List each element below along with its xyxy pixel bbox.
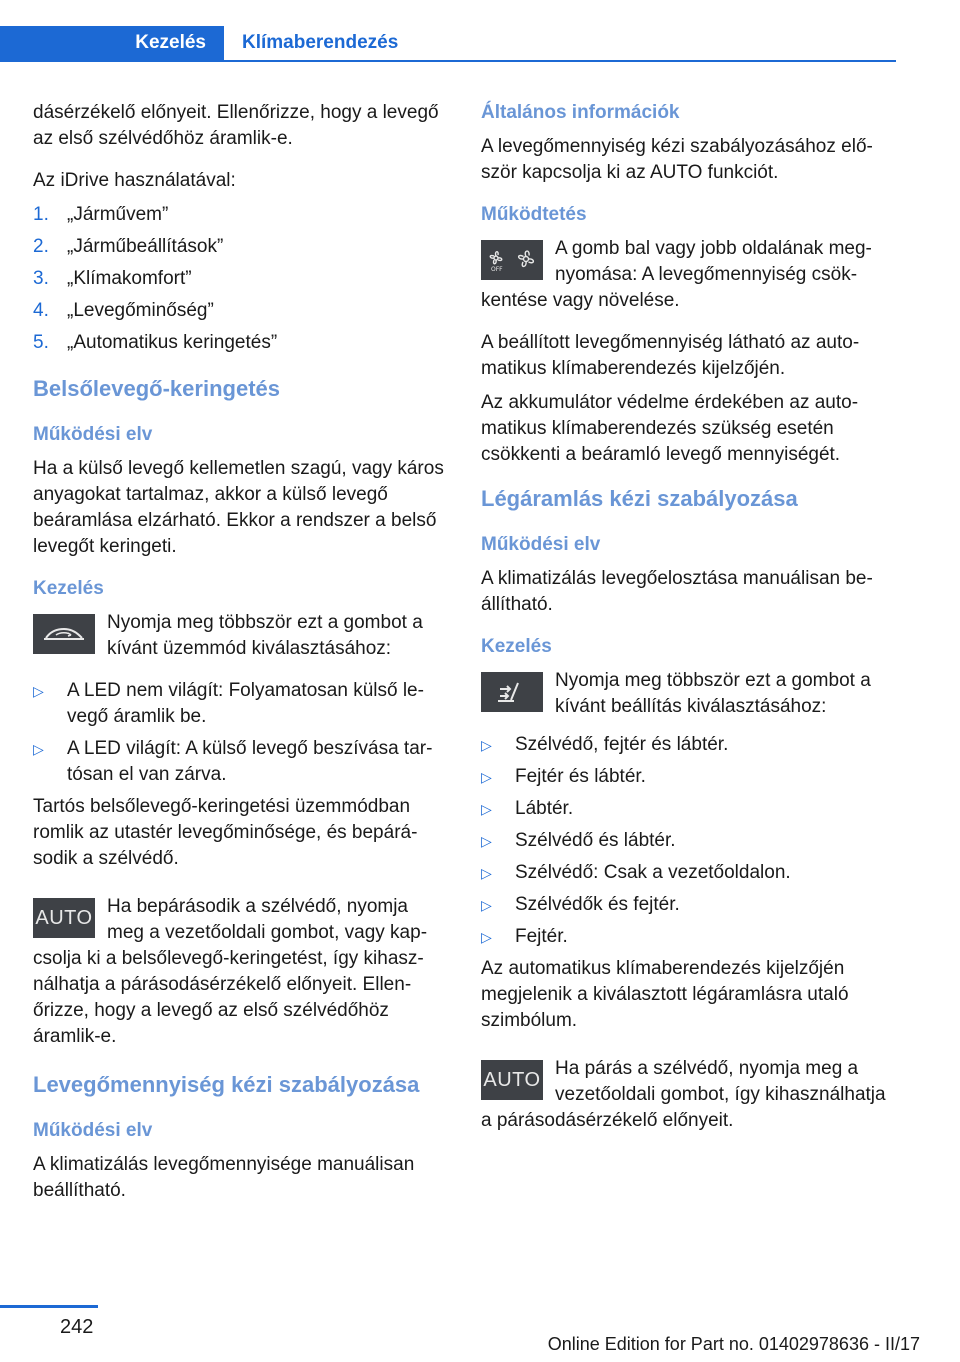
list-item: 4. „Levegőminőség” (33, 300, 214, 321)
airflow-text: A klimatizálás levegőelosztása manuálisan beállítható. (481, 568, 873, 615)
edition-note: Online Edition for Part no. 01402978636 - II/17 (547, 1334, 920, 1354)
triangle-bullet-icon: ▷ (481, 865, 492, 881)
heading-operation: Kezelés (481, 636, 552, 657)
led-list (33, 678, 445, 788)
triangle-bullet-icon: ▷ (33, 741, 44, 757)
symbol-text: Az automatikus klímaberendezés kijelzőjén megjelenik a kiválasztott légáramlásra utaló szimbólum. (481, 958, 849, 1031)
fan-speed-button-icon (481, 240, 543, 280)
auto-instruction: AUTO Ha bepárásodik a szélvédő, nyomja meg a vezetőoldali gombot, vagy kapcsolja ki a belsőlevegő-keringetést, így kihasználhatja a párásodásérzékelő előnyeit. Ellenőrizze, hogy a levegő az első szélvédőhöz áramlik-e. (33, 896, 428, 1047)
display-text: A beállított levegőmennyiség látható az automatikus klímaberendezés kijelzőjén. (481, 332, 860, 379)
triangle-bullet-icon: ▷ (481, 897, 492, 913)
triangle-bullet-icon: ▷ (481, 833, 492, 849)
left-column (33, 100, 445, 1220)
list-item: 5. „Automatikus keringetés” (33, 332, 278, 353)
list-item: ▷ Szélvédő és lábtér. (481, 828, 893, 854)
list-item: ▷ Fejtér. (481, 924, 893, 950)
list-item: 3. „Klímakomfort” (33, 268, 192, 289)
airvol-text: A klimatizálás levegőmennyisége manuálisan beállítható. (33, 1154, 415, 1201)
distribution-list (481, 732, 893, 950)
list-item: ▷ A LED világít: A külső levegő beszívása tartósan el van zárva. (33, 736, 445, 788)
page-header (0, 26, 896, 62)
triangle-bullet-icon: ▷ (481, 769, 492, 785)
footer-rule (0, 1305, 98, 1308)
list-item: ▷ Szélvédő, fejtér és lábtér. (481, 732, 893, 758)
battery-text: Az akkumulátor védelme érdekében az automatikus klímaberendezés szükség esetén csökkenti a beáramló levegő mennyiségét. (481, 392, 859, 465)
list-item: ▷ Fejtér és lábtér. (481, 764, 893, 790)
air-distribution-button-icon (481, 672, 543, 712)
fan-instruction: OFF A gomb bal vagy jobb oldalának megnyomása: A levegőmennyiség csökkentése vagy növelése. (481, 238, 872, 311)
list-item: ▷ A LED nem világít: Folyamatosan külső levegő áramlik be. (33, 678, 445, 730)
svg-text:OFF: OFF (491, 266, 503, 273)
heading-operating: Működtetés (481, 204, 587, 225)
triangle-bullet-icon: ▷ (33, 683, 44, 699)
heading-air-volume: Levegőmennyiség kézi szabályozása (33, 1072, 420, 1097)
distribution-instruction: Nyomja meg többször ezt a gombot a kívánt beállítás kiválasztásához: (481, 668, 893, 720)
heading-operation: Kezelés (33, 578, 104, 599)
list-item: ▷ Szélvédők és fejtér. (481, 892, 893, 918)
triangle-bullet-icon: ▷ (481, 737, 492, 753)
list-item: ▷ Lábtér. (481, 796, 893, 822)
intro-text: dásérzékelő előnyeit. Ellenőrizze, hogy a levegő az első szélvédőhöz áramlik-e. (33, 102, 439, 149)
recirc-instruction: Nyomja meg többször ezt a gombot a kívánt üzemmód kiválasztásához: (33, 610, 445, 662)
heading-principle: Működési elv (481, 534, 601, 555)
list-item: ▷ Szélvédő: Csak a vezetőoldalon. (481, 860, 893, 886)
heading-recirculation: Belsőlevegő-keringetés (33, 376, 280, 401)
page-number: 242 (60, 1316, 94, 1338)
triangle-bullet-icon: ▷ (481, 929, 492, 945)
tab-klimaberendezes[interactable]: Klímaberendezés (242, 32, 399, 53)
heading-air-distribution: Légáramlás kézi szabályozása (481, 486, 798, 511)
recirc-warning: Tartós belsőlevegő-keringetési üzemmódban romlik az utastér levegőminősége, és bepárásodik a szélvédő. (33, 796, 418, 869)
general-text: A levegőmennyiség kézi szabályozásához először kapcsolja ki az AUTO funkciót. (481, 136, 873, 183)
list-item: 2. „Járműbeállítások” (33, 236, 224, 257)
tab-kezeles[interactable]: Kezelés (0, 26, 224, 60)
recirc-text: Ha a külső levegő kellemetlen szagú, vagy káros anyagokat tartalmaz, akkor a külső levegő beáramlása elzárható. Ekkor a rendszer a belső levegőt keringeti. (33, 458, 444, 557)
right-column (481, 100, 893, 1150)
heading-principle: Működési elv (33, 1120, 153, 1141)
idrive-label: Az iDrive használatával: (33, 170, 236, 191)
recirculation-button-icon (33, 614, 95, 654)
auto-button-icon: AUTO (33, 898, 95, 938)
header-rule (0, 60, 896, 62)
auto-instruction: AUTO Ha párás a szélvédő, nyomja meg a vezetőoldali gombot, így kihasználhatja a párásodásérzékelő előnyeit. (481, 1058, 886, 1131)
idrive-steps (33, 202, 445, 362)
triangle-bullet-icon: ▷ (481, 801, 492, 817)
auto-button-icon: AUTO (481, 1060, 543, 1100)
heading-general-info: Általános információk (481, 102, 680, 123)
list-item: 1. „Járművem” (33, 204, 169, 225)
heading-principle: Működési elv (33, 424, 153, 445)
